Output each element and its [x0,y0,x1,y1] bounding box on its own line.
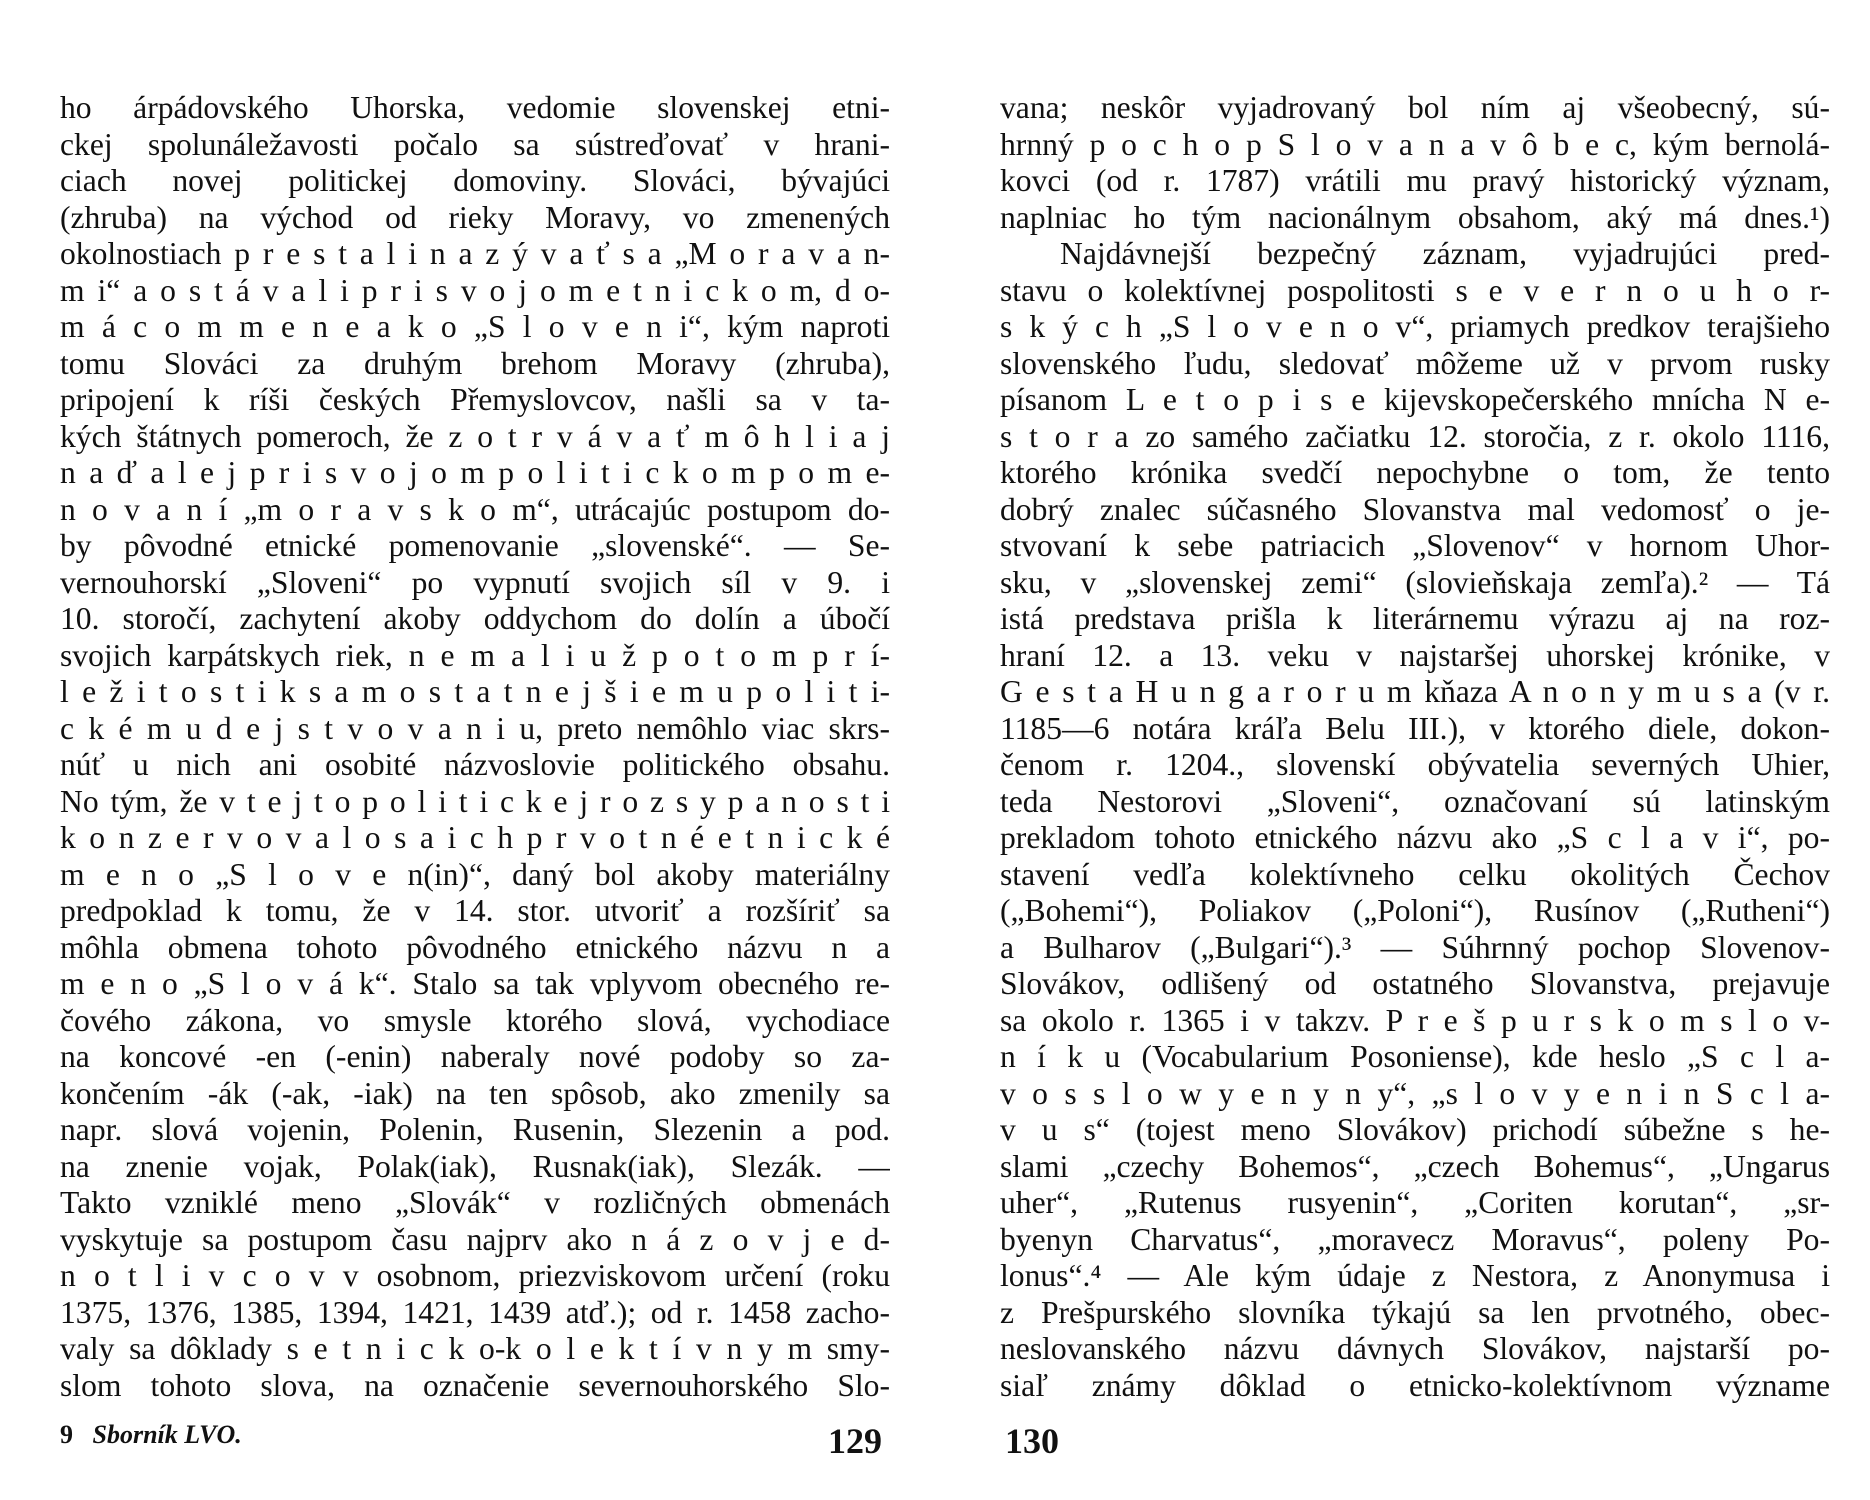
text-line: vyskytuje sa postupom času najprv ako n á z o v j e d- [60,1221,890,1257]
text-line: vernouhorskí „Sloveni“ po vypnutí svojich síl v 9. i [60,564,890,600]
text-line: 1185—6 notára kráľa Belu III.), v ktorého diele, dokon- [1000,710,1830,746]
text-line: naplniac ho tým nacionálnym obsahom, aký má dnes.¹) [1000,199,1830,235]
text-line: prekladom tohoto etnického názvu ako „S c l a v i“, po- [1000,820,1830,855]
text-line: by pôvodné etnické pomenovanie „slovenské“. — Se- [60,528,890,563]
text-line: na znenie vojak, Polak(iak), Rusnak(iak), Slezák. — [60,1148,890,1184]
text-line: 1375, 1376, 1385, 1394, 1421, 1439 atď.); od r. 1458 zacho- [60,1294,890,1330]
text-line: n a ď a l e j p r i s v o j o m p o l i t i c k o m p o m e- [60,455,890,490]
page-signature [60,1420,242,1450]
text-line: sku, v „slovenskej zemi“ (slovieňskaja zemľa).² — Tá [1000,564,1830,600]
text-line: čového zákona, vo smysle ktorého slová, vychodiace [60,1002,890,1038]
text-line: núť u nich ani osobité názvoslovie politického obsahu. [60,747,890,782]
text-line: ho árpádovského Uhorska, vedomie slovenskej etni- [60,90,890,125]
text-line: No tým, že v t e j t o p o l i t i c k e j r o z s y p a n o s t i [60,783,890,819]
text-line: stvovaní k sebe patriacich „Slovenov“ v hornom Uhor- [1000,528,1830,563]
text-line: kovci (od r. 1787) vrátili mu pravý historický význam, [1000,163,1830,198]
text-line: uher“, „Rutenus rusyenin“, „Coriten korutan“, „sr- [1000,1185,1830,1220]
text-line: dobrý znalec súčasného Slovanstva mal vedomosť o je- [1000,491,1830,527]
text-line: m á c o m m e n e a k o „S l o v e n i“, kým naproti [60,309,890,344]
text-line: n o t l i v c o v v osobnom, priezviskovom určení (roku [60,1258,890,1293]
text-line: k o n z e r v o v a l o s a i c h p r v o t n é e t n i c k é [60,820,890,855]
text-line: istá predstava prišla k literárnemu výrazu aj na roz- [1000,601,1830,636]
text-line: siaľ známy dôklad o etnicko-kolektívnom význame [1000,1367,1830,1403]
text-line: pripojení k ríši českých Přemyslovcov, našli sa v ta- [60,382,890,417]
text-line: okolnostiach p r e s t a l i n a z ý v a ť s a „M o r a v a n- [60,236,890,271]
text-line: z Prešpurského slovníka týkajú sa len prvotného, obec- [1000,1294,1830,1330]
text-line: s k ý c h „S l o v e n o v“, priamych predkov terajšieho [1000,309,1830,344]
page-number-right: 130 [1005,1421,1059,1461]
text-line: G e s t a H u n g a r o r u m kňaza A n o n y m u s a (v r. [1000,674,1830,709]
text-line: n o v a n í „m o r a v s k o m“, utrácajúc postupom do- [60,491,890,527]
text-line: (zhruba) na východ od rieky Moravy, vo zmenených [60,199,890,235]
text-line: sa okolo r. 1365 i v takzv. P r e š p u r s k o m s l o v- [1000,1002,1830,1038]
text-line: končením -ák (-ak, -iak) na ten spôsob, ako zmenily sa [60,1075,890,1111]
text-line: c k é m u d e j s t v o v a n i u, preto nemôhlo viac skrs- [60,710,890,746]
text-line: predpoklad k tomu, že v 14. stor. utvoriť a rozšíriť sa [60,893,890,928]
text-line: ciach novej politickej domoviny. Slováci, bývajúci [60,163,890,198]
text-line: tomu Slováci za druhým brehom Moravy (zhruba), [60,345,890,381]
text-line: na koncové -en (-enin) naberaly nové podoby so za- [60,1039,890,1074]
left-page-text [60,90,890,1404]
text-line: s t o r a zo samého začiatku 12. storočia, z r. okolo 1116, [1000,418,1830,454]
text-line: písanom L e t o p i s e kijevskopečerského mnícha N e- [1000,382,1830,417]
right-page-text [1000,90,1830,1404]
text-line: stavu o kolektívnej pospolitosti s e v e r n o u h o r- [1000,272,1830,308]
signature-text: Sborník LVO. [92,1420,242,1449]
text-line: Slovákov, odlišený od ostatného Slovanstva, prejavuje [1000,966,1830,1001]
text-line: m i“ a o s t á v a l i p r i s v o j o m e t n i c k o m, d o- [60,272,890,308]
text-line: l e ž i t o s t i k s a m o s t a t n e j š i e m u p o l i t i- [60,674,890,709]
text-line: ckej spolunáležavosti počalo sa sústreďovať v hrani- [60,126,890,162]
text-line: a Bulharov („Bulgari“).³ — Súhrnný pochop Slovenov- [1000,929,1830,965]
text-line: v o s s l o w y e n y n y“, „s l o v y e n i n S c l a- [1000,1075,1830,1111]
text-line: kých štátnych pomeroch, že z o t r v á v a ť m ô h l i a j [60,418,890,454]
text-line: slovenského ľudu, sledovať môžeme už v prvom rusky [1000,345,1830,381]
text-line: ktorého krónika svedčí nepochybne o tom, že tento [1000,455,1830,490]
text-line: 10. storočí, zachytení akoby oddychom do dolín a úbočí [60,601,890,636]
text-line: Najdávnejší bezpečný záznam, vyjadrujúci pred- [1060,236,1830,271]
text-line: („Bohemi“), Poliakov („Poloni“), Rusínov („Rutheni“) [1000,893,1830,928]
text-line: hraní 12. a 13. veku v najstaršej uhorskej krónike, v [1000,637,1830,673]
text-line: byenyn Charvatus“, „moravecz Moravus“, poleny Po- [1000,1221,1830,1257]
text-line: slami „czechy Bohemos“, „czech Bohemus“, „Ungarus [1000,1148,1830,1184]
text-line: môhla obmena tohoto pôvodného etnického názvu n a [60,929,890,965]
text-line: lonus“.⁴ — Ale kým údaje z Nestora, z Anonymusa i [1000,1258,1830,1293]
text-line: valy sa dôklady s e t n i c k o-k o l e k t í v n y m smy- [60,1331,890,1366]
page-number-left: 129 [828,1421,882,1461]
text-line: Takto vzniklé meno „Slovák“ v rozličných obmenách [60,1185,890,1220]
text-line: vana; neskôr vyjadrovaný bol ním aj všeobecný, sú- [1000,90,1830,125]
text-line: slom tohoto slova, na označenie severnouhorského Slo- [60,1367,890,1403]
text-line: m e n o „S l o v á k“. Stalo sa tak vplyvom obecného re- [60,966,890,1001]
text-line: m e n o „S l o v e n(in)“, daný bol akoby materiálny [60,856,890,892]
text-line: čenom r. 1204., slovenskí obývatelia severných Uhier, [1000,747,1830,782]
text-line: teda Nestorovi „Sloveni“, označovaní sú latinským [1000,783,1830,819]
text-line: v u s“ (tojest meno Slovákov) prichodí súbežne s he- [1000,1112,1830,1147]
text-line: napr. slová vojenin, Polenin, Rusenin, Slezenin a pod. [60,1112,890,1147]
text-line: neslovanského názvu dávnych Slovákov, najstarší po- [1000,1331,1830,1366]
text-line: svojich karpátskych riek, n e m a l i u ž p o t o m p r í- [60,637,890,673]
text-line: n í k u (Vocabularium Posoniense), kde heslo „S c l a- [1000,1039,1830,1074]
text-line: stavení vedľa kolektívneho celku okolitých Čechov [1000,856,1830,892]
signature-number: 9 [60,1420,73,1449]
text-line: hrnný p o c h o p S l o v a n a v ô b e c, kým bernolá- [1000,126,1830,162]
